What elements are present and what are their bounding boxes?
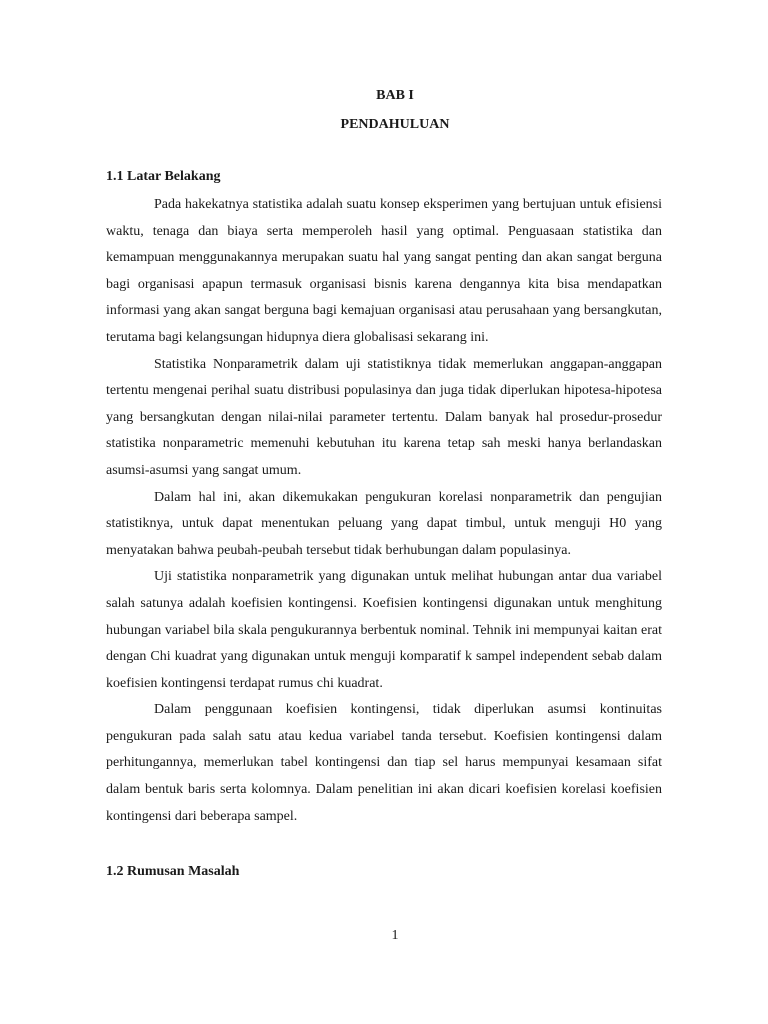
chapter-title: PENDAHULUAN: [340, 117, 450, 132]
paragraph: Pada hakekatnya statistika adalah suatu konsep eksperimen yang bertujuan untuk efisiensi waktu, tenaga dan biaya serta memperoleh hasil yang optimal. Penguasaan statistika dan kemampuan menggunakannya merupakan suatu hal yang sangat penting dan akan sangat berguna bagi organisasi apapun termasuk organisasi bisnis karena dengannya kita bisa mendapatkan informasi yang akan sangat berguna bagi kemajuan organisasi atau perusahaan yang bersangkutan, terutama bagi kelangsungan hidupnya diera globalisasi sekarang ini.: [106, 197, 662, 345]
paragraph: Dalam penggunaan koefisien kontingensi, tidak diperlukan asumsi kontinuitas pengukuran pada salah satu atau kedua variabel tanda tersebut. Koefisien kontingensi dalam perhitungannya, memerlukan tabel kontingensi dan tiap sel harus mempunyai kesamaan sifat dalam bentuk baris serta kolomnya. Dalam penelitian ini akan dicari koefisien korelasi koefisien kontingensi dari beberapa sampel.: [106, 702, 662, 824]
page-number: 1: [391, 928, 399, 943]
paragraph: Dalam hal ini, akan dikemukakan pengukuran korelasi nonparametrik dan pengujian statistiknya, untuk dapat menentukan peluang yang dapat timbul, untuk menguji H0 yang menyatakan bahwa peubah-peubah tersebut tidak berhubungan dalam populasinya.: [106, 489, 662, 558]
section-body-latar-belakang: [106, 192, 662, 830]
paragraph: Uji statistika nonparametrik yang digunakan untuk melihat hubungan antar dua variabel salah satunya adalah koefisien kontingensi. Koefisien kontingensi digunakan untuk menghitung hubungan variabel bila skala pengukurannya berbentuk nominal. Tehnik ini mempunyai kaitan erat dengan Chi kuadrat yang digunakan untuk menguji komparatif k sampel independent sebab dalam koefisien kontingensi terdapat rumus chi kuadrat.: [106, 569, 662, 691]
chapter-number: BAB I: [376, 88, 414, 103]
paragraph: Statistika Nonparametrik dalam uji statistiknya tidak memerlukan anggapan-anggapan tertentu mengenai perihal suatu distribusi populasinya dan juga tidak diperlukan hipotesa-hipotesa yang bersangkutan dengan nilai-nilai parameter tertentu. Dalam banyak hal prosedur-prosedur statistika nonparametric memenuhi kebutuhan itu karena tetap sah meski hanya berlandaskan asumsi-asumsi yang sangat umum.: [106, 356, 662, 478]
section-heading-latar-belakang: 1.1 Latar Belakang: [106, 169, 221, 184]
section-heading-rumusan-masalah: 1.2 Rumusan Masalah: [106, 864, 240, 879]
